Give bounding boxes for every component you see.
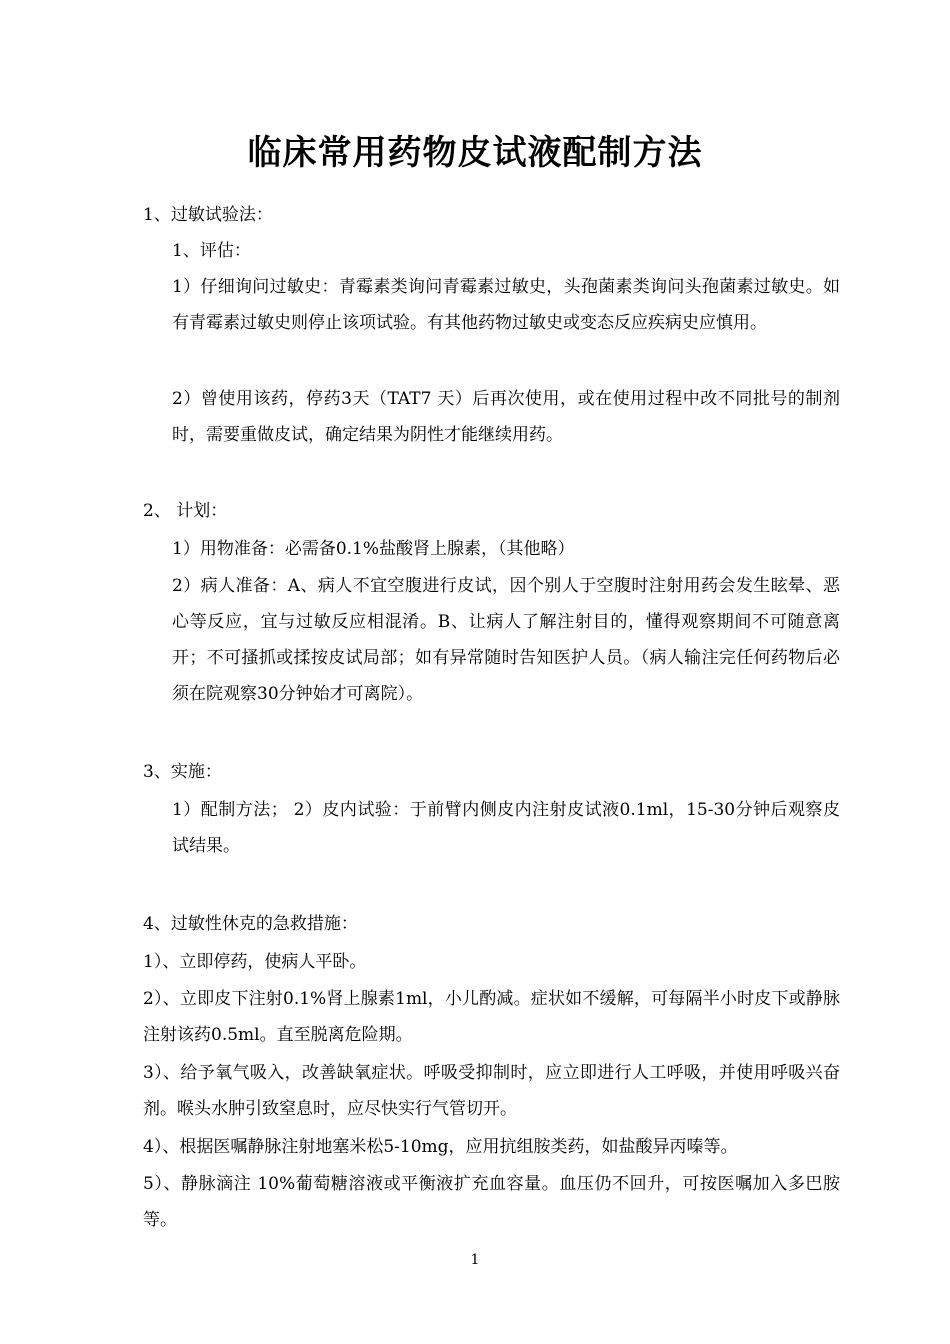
section-4-item-3: 3）、给予氧气吸入，改善缺氧症状。呼吸受抑制时，应立即进行人工呼吸，并使用呼吸兴奋剂。喉头水肿引致窒息时，应尽快实行气管切开。 (143, 1063, 840, 1119)
section-4-item-4: 4）、根据医嘱静脉注射地塞米松5-10mg，应用抗组胺类药，如盐酸异丙嗪等。 (143, 1137, 738, 1157)
section-1-subheading: 1、评估： (172, 241, 251, 261)
section-1-item-1: 1）仔细询问过敏史：青霉素类询问青霉素过敏史，头孢菌素类询问头孢菌素过敏史。如有青霉素过敏史则停止该项试验。有其他药物过敏史或变态反应疾病史应慎用。 (172, 277, 840, 333)
section-4-item-5: 5）、静脉滴注 10%葡萄糖溶液或平衡液扩充血容量。血压仍不回升，可按医嘱加入多巴胺等。 (143, 1174, 840, 1230)
section-1-heading: 1、过敏试验法： (143, 205, 273, 225)
section-2-heading: 2、 计划： (143, 501, 228, 521)
page-number: 1 (470, 1252, 480, 1268)
section-4-item-1: 1）、立即停药，使病人平卧。 (143, 952, 367, 972)
section-4-item-2: 2）、立即皮下注射0.1%肾上腺素1ml，小儿酌减。症状如不缓解，可每隔半小时皮下或静脉注射该药0.5ml。直至脱离危险期。 (143, 989, 840, 1045)
section-3-heading: 3、实施： (143, 762, 222, 782)
section-2-item-2: 2）病人准备：A、病人不宜空腹进行皮试，因个别人于空腹时注射用药会发生眩晕、恶心等反应，宜与过敏反应相混淆。B、让病人了解注射目的，懂得观察期间不可随意离开；不可搔抓或揉按皮试局部；如有异常随时告知医护人员。（病人输注完任何药物后必须在院观察30分钟始才可离院）。 (172, 576, 840, 704)
section-3-item-1: 1）配制方法； 2）皮内试验：于前臂内侧皮内注射皮试液0.1ml，15-30分钟后观察皮试结果。 (172, 800, 840, 856)
document-title: 临床常用药物皮试液配制方法 (247, 132, 703, 173)
section-4-heading: 4、过敏性休克的急救措施： (143, 914, 358, 934)
section-1-item-2: 2）曾使用该药，停药3天（TAT7 天）后再次使用，或在使用过程中改不同批号的制剂时，需要重做皮试，确定结果为阴性才能继续用药。 (172, 389, 840, 445)
section-2-item-1: 1）用物准备：必需备0.1%盐酸肾上腺素，（其他略） (172, 539, 575, 559)
